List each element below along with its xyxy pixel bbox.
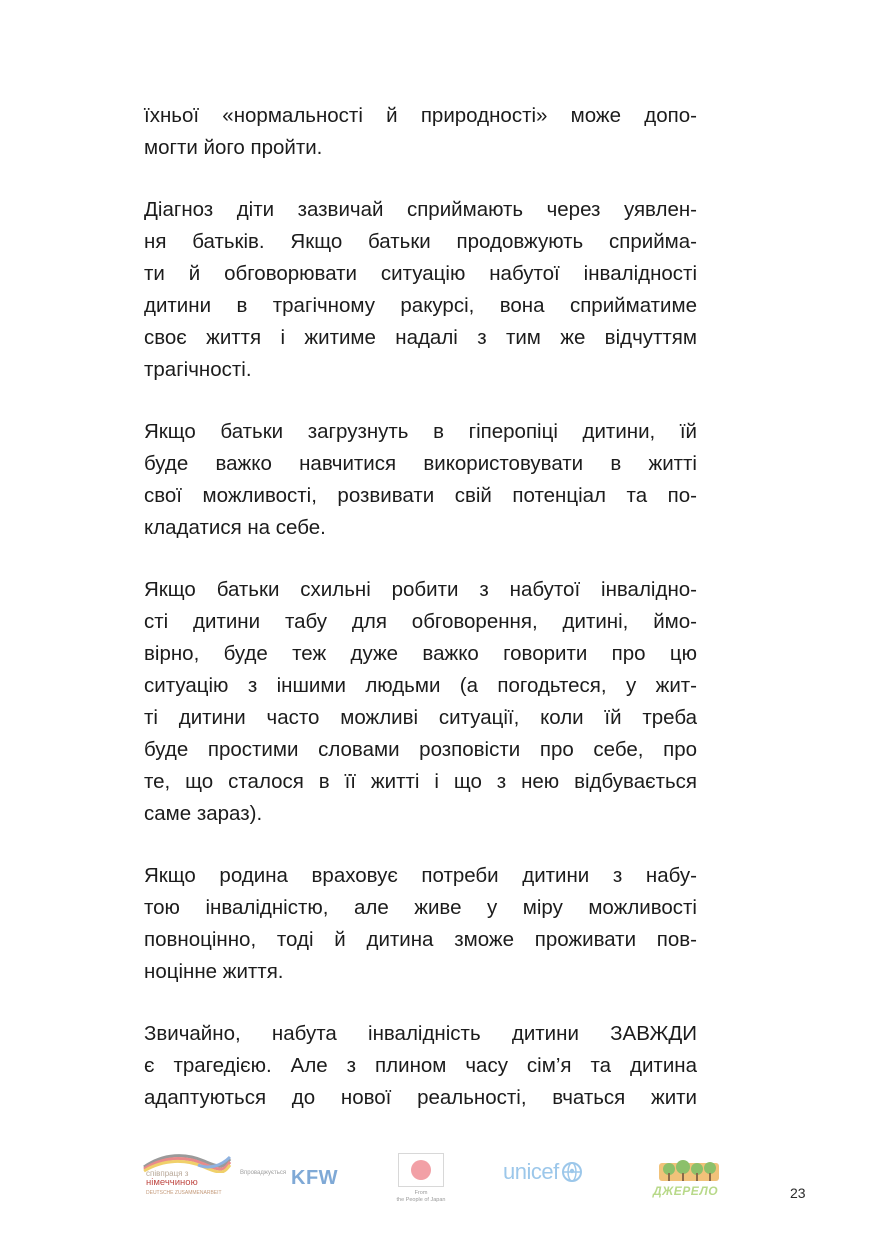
germany-cooperation-logo [142, 1151, 232, 1197]
text-line: сті дитини табу для обговорення, дитині, ймо- [144, 610, 697, 633]
text-line: буде простими словами розповісти про себе, про [144, 738, 697, 761]
paragraph-2 [144, 194, 697, 386]
text-line: повноцінно, тоді й дитина зможе проживати пов- [144, 928, 697, 951]
text-line: адаптуються до нової реальності, вчаться жити [144, 1086, 697, 1109]
text-line: ситуацію з іншими людьми (а погодьтеся, у жит- [144, 674, 697, 697]
unicef-logo [503, 1159, 583, 1185]
text-line: могти його пройти. [144, 136, 323, 159]
text-line: тою інвалідністю, але живе у міру можливості [144, 896, 697, 919]
text-line: ня батьків. Якщо батьки продовжують сприйма- [144, 230, 697, 253]
germany-logo-text: німеччиною [146, 1177, 198, 1188]
text-line: ноцінне життя. [144, 960, 284, 983]
text-line: Якщо родина враховує потреби дитини з набу- [144, 864, 697, 887]
text-line: свої можливості, розвивати свій потенціал та по- [144, 484, 697, 507]
kfw-logo: KFW [291, 1167, 339, 1189]
paragraph-6 [144, 1018, 697, 1114]
japan-logo-text: the People of Japan [396, 1197, 446, 1203]
body-text [144, 100, 697, 1144]
text-line: трагічності. [144, 358, 252, 381]
trees-icon [659, 1159, 719, 1183]
text-line: кладатися на себе. [144, 516, 326, 539]
japan-logo [390, 1153, 452, 1211]
unicef-wordmark: unicef [503, 1159, 559, 1184]
germany-logo-subtext: DEUTSCHE ZUSAMMENARBEIT [146, 1190, 222, 1196]
globe-icon [561, 1161, 583, 1183]
text-line: ті дитини часто можливі ситуації, коли їй треба [144, 706, 697, 729]
text-line: є трагедією. Але з плином часу сім’я та дитина [144, 1054, 697, 1077]
text-line: Звичайно, набута інвалідність дитини ЗАВЖДИ [144, 1022, 697, 1045]
implemented-by-label: Впроваджується [240, 1170, 287, 1176]
text-line: Діагноз діти зазвичай сприймають через уявлен- [144, 198, 697, 221]
text-line: буде важко навчитися використовувати в житті [144, 452, 697, 475]
flag-icon [398, 1153, 444, 1187]
page-number: 23 [790, 1185, 806, 1201]
text-line: дитини в трагічному ракурсі, вона сприйматиме [144, 294, 697, 317]
sun-disc [411, 1160, 431, 1180]
dzherelo-wordmark: ДЖЕРЕЛО [653, 1184, 719, 1198]
text-line: саме зараз). [144, 802, 263, 825]
paragraph-3 [144, 416, 697, 544]
text-line: Якщо батьки схильні робити з набутої інвалідно- [144, 578, 697, 601]
partner-logos [0, 1145, 874, 1215]
dzherelo-logo [653, 1159, 723, 1199]
text-line: вірно, буде теж дуже важко говорити про цю [144, 642, 697, 665]
germany-logo-text: співпраця з [146, 1169, 189, 1178]
text-line: їхньої «нормальності й природності» може допо- [144, 104, 697, 127]
paragraph-4 [144, 574, 697, 830]
text-line: Якщо батьки загрузнуть в гіперопіці дитини, їй [144, 420, 697, 443]
text-line: своє життя і житиме надалі з тим же відчуттям [144, 326, 697, 349]
text-line: те, що сталося в її житті і що з нею відбувається [144, 770, 697, 793]
paragraph-5 [144, 860, 697, 988]
paragraph-1 [144, 100, 697, 164]
text-line: ти й обговорювати ситуацію набутої інвалідності [144, 262, 697, 285]
japan-logo-text: From [414, 1190, 428, 1196]
